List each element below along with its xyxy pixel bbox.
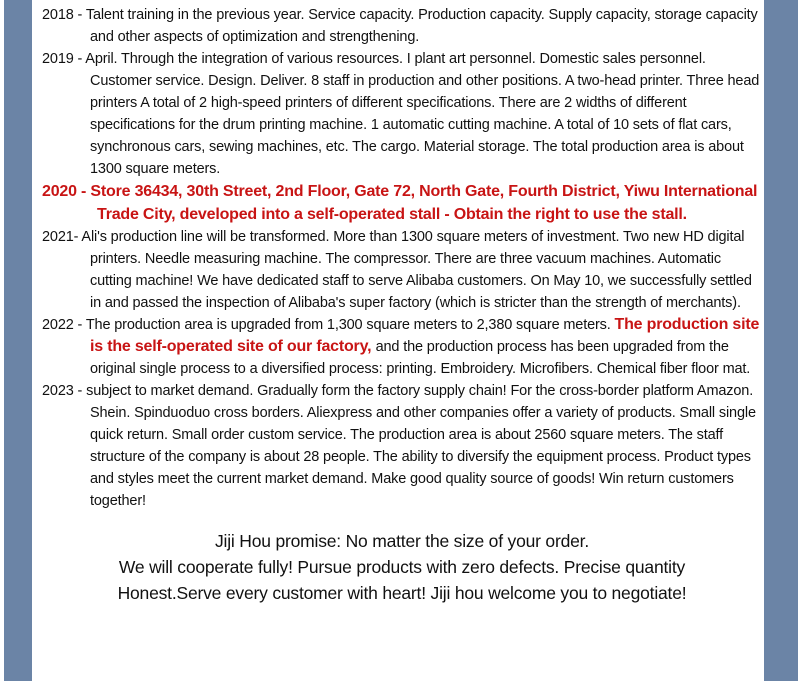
entry-text: Ali's production line will be transformed. More than 1300 square meters of investment. Two new HD digital printers. Needle measuring machine. The compressor. There are three vacuum machines. Automatic cutting machine! We have dedicated staff to serve Alibaba customers. On May 10, we successfully settled in and passed the inspection of Alibaba's super factory (which is stricter than the strength of merchants). [81,229,752,311]
year-label-2023: 2023 - [42,383,87,399]
year-label-2020: 2020 - [42,183,91,200]
entry-text: Talent training in the previous year. Service capacity. Production capacity. Supply capacity, storage capacity and other aspects of optimization and strengthening. [85,7,758,45]
left-border-bar [4,0,32,681]
timeline [42,4,762,606]
highlighted-text: Store 36434, 30th Street, 2nd Floor, Gate 72, North Gate, Fourth District, Yiwu International Trade City, developed into a self-operated stall - Obtain the right to use the stall. [90,183,758,223]
entry-text: The production area is upgraded from 1,300 square meters to 2,380 square meters. [85,317,615,333]
entry-text: April. Through the integration of various resources. I plant art personnel. Domestic sales personnel. Customer service. Design. Deliver. 8 staff in production and other positions. A two-head printer. Three head printers A total of 2 high-speed printers of different specifications. There are 2 widths of different specifications for the drum printing machine. 1 automatic cutting machine. A total of 10 sets of flat cars, synchronous cars, sewing machines, etc. The cargo. Material storage. The total production area is about 1300 square meters. [85,51,760,177]
year-label-2018: 2018 - [42,7,86,23]
promise-line-1: Jiji Hou promise: No matter the size of your order. [215,531,589,551]
timeline-entry-2023 [42,380,762,512]
timeline-entry-2018 [42,4,762,48]
timeline-entry-2022 [42,314,762,380]
highlighted-text: The production site is the self-operated site of our factory, [90,316,760,355]
promise-block [42,528,762,606]
year-label-2021: 2021- [42,229,82,245]
entry-text: and the production process has been upgraded from the original single process to a diversified process: printing. Embroidery. Microfibers. Chemical fiber floor mat. [90,339,751,377]
promise-line-2: We will cooperate fully! Pursue products with zero defects. Precise quantity [118,557,686,577]
entry-text: subject to market demand. Gradually form the factory supply chain! For the cross-border platform Amazon. Shein. Spinduoduo cross borders. Aliexpress and other companies offer a variety of products. Small single quick return. Small order custom service. The production area is about 2560 square meters. The staff structure of the company is about 28 people. The ability to diversify the equipment process. Product types and styles meet the current market demand. Make good quality source of goods! Win return customers together! [86,383,756,509]
promise-line-3: Honest.Serve every customer with heart! Jiji hou welcome you to negotiate! [117,583,687,603]
right-border-bar [764,0,798,681]
year-label-2019: 2019 - [42,51,86,67]
timeline-entry-2020 [42,180,762,226]
timeline-entry-2019 [42,48,762,180]
timeline-entry-2021 [42,226,762,314]
year-label-2022: 2022 - [42,317,86,333]
